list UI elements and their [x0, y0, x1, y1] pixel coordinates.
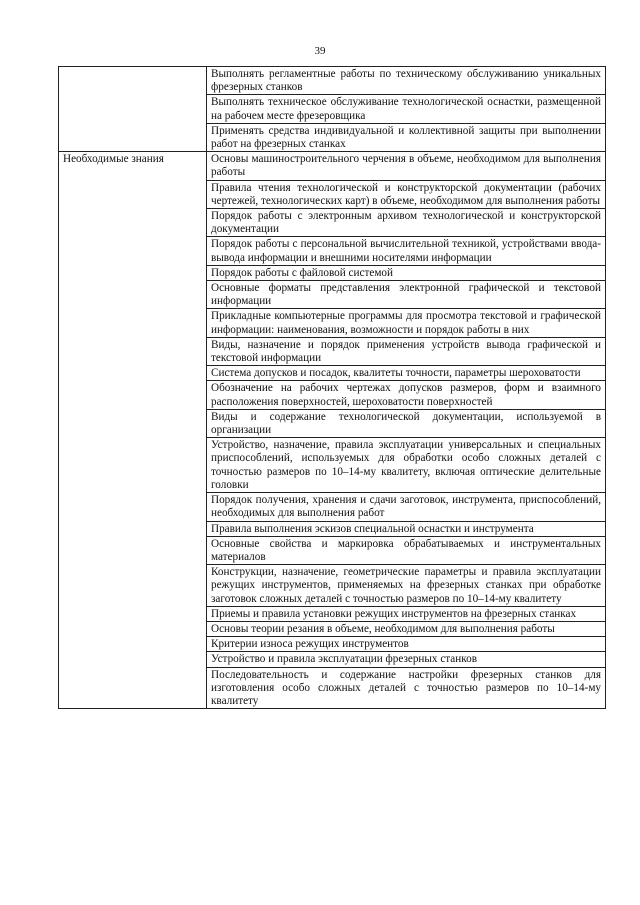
- requirement-item: Порядок работы с персональной вычислительной техникой, устройствами ввода-вывода информации и внешними носителями информации: [207, 237, 606, 265]
- requirement-item: Основные свойства и маркировка обрабатываемых и инструментальных материалов: [207, 536, 606, 564]
- requirement-item: Прикладные компьютерные программы для просмотра текстовой и графической информации: наименования, возможности и порядок работы в них: [207, 309, 606, 337]
- requirement-item: Основные форматы представления электронной графической и текстовой информации: [207, 281, 606, 309]
- requirement-item: Обозначение на рабочих чертежах допусков размеров, форм и взаимного расположения поверхностей, шероховатости поверхностей: [207, 381, 606, 409]
- requirement-item: Выполнять техническое обслуживание технологической оснастки, размещенной на рабочем месте фрезеровщика: [207, 95, 606, 123]
- requirement-item: Правила чтения технологической и конструкторской документации (рабочих чертежей, технологических карт) в объеме, необходимом для выполнения работы: [207, 180, 606, 208]
- requirement-item: Система допусков и посадок, квалитеты точности, параметры шероховатости: [207, 366, 606, 381]
- section-label: [59, 67, 207, 152]
- requirement-item: Порядок работы с электронным архивом технологической и конструкторской документации: [207, 209, 606, 237]
- table-row: [59, 67, 606, 95]
- requirement-item: Приемы и правила установки режущих инструментов на фрезерных станках: [207, 606, 606, 621]
- requirement-item: Выполнять регламентные работы по техническому обслуживанию уникальных фрезерных станков: [207, 67, 606, 95]
- requirement-item: Основы теории резания в объеме, необходимом для выполнения работы: [207, 621, 606, 636]
- requirement-item: Порядок работы с файловой системой: [207, 265, 606, 280]
- competency-table: [58, 66, 606, 709]
- requirement-item: Устройство, назначение, правила эксплуатации универсальных и специальных приспособлений, используемых для обработки особо сложных деталей с точностью размеров по 10–14-му квалитету, включая оптические делительные головки: [207, 438, 606, 493]
- table-row: [59, 152, 606, 180]
- requirement-item: Правила выполнения эскизов специальной оснастки и инструмента: [207, 521, 606, 536]
- requirement-item: Последовательность и содержание настройки фрезерных станков для изготовления особо сложных деталей с точностью размеров по 10–14-му квалитету: [207, 667, 606, 709]
- page-number: 39: [314, 45, 326, 57]
- table-body: [59, 67, 606, 709]
- requirement-item: Основы машиностроительного черчения в объеме, необходимом для выполнения работы: [207, 152, 606, 180]
- requirement-item: Критерии износа режущих инструментов: [207, 637, 606, 652]
- requirement-item: Устройство и правила эксплуатации фрезерных станков: [207, 652, 606, 667]
- requirement-item: Порядок получения, хранения и сдачи заготовок, инструмента, приспособлений, необходимых для выполнения работ: [207, 493, 606, 521]
- requirement-item: Виды, назначение и порядок применения устройств вывода графической и текстовой информации: [207, 337, 606, 365]
- requirement-item: Применять средства индивидуальной и коллективной защиты при выполнении работ на фрезерных станках: [207, 123, 606, 151]
- section-label: Необходимые знания: [59, 152, 207, 709]
- requirement-item: Конструкции, назначение, геометрические параметры и правила эксплуатации режущих инструментов, применяемых на фрезерных станках при обработке заготовок сложных деталей с точностью размеров по 10–14-му квалитету: [207, 565, 606, 607]
- requirement-item: Виды и содержание технологической документации, используемой в организации: [207, 409, 606, 437]
